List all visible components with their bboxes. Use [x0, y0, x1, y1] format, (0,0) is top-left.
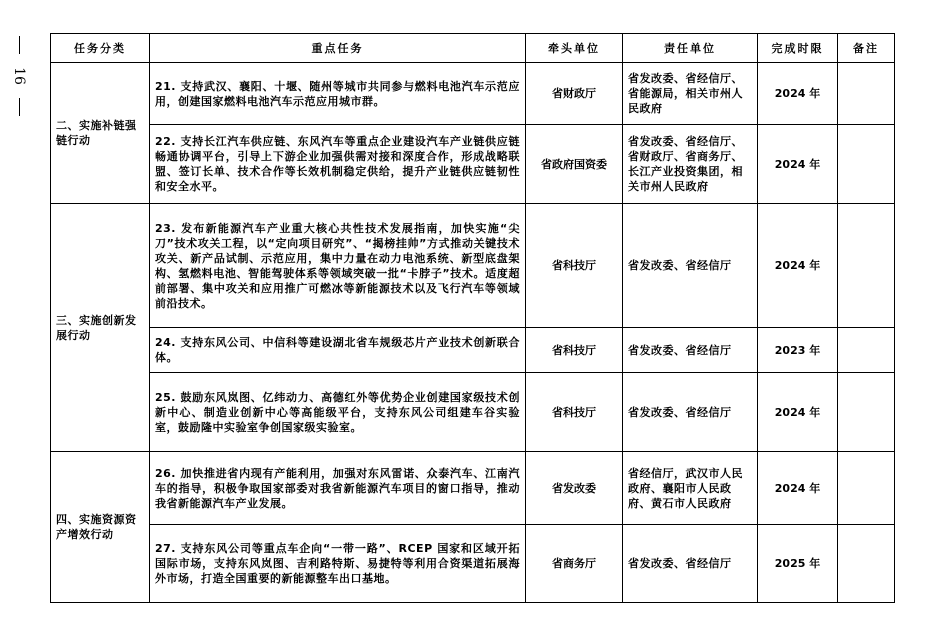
note-cell [838, 328, 895, 373]
deadline-cell: 2023 年 [758, 328, 838, 373]
lead-cell: 省科技厅 [526, 204, 623, 328]
responsible-cell: 省发改委、省经信厅、省能源局，相关市州人民政府 [623, 63, 758, 125]
header-deadline: 完成时限 [758, 34, 838, 63]
deadline-cell: 2024 年 [758, 63, 838, 125]
table-header-row [51, 34, 895, 63]
table-row [51, 373, 895, 452]
responsible-cell: 省发改委、省经信厅 [623, 204, 758, 328]
page-number-dash-bottom [19, 98, 20, 116]
task-cell: 22. 支持长江汽车供应链、东风汽车等重点企业建设汽车产业链供应链畅通协调平台，引导上下游企业加强供需对接和深度合作，形成战略联盟、签订长单、技术合作等长效机制稳定供给，提升产业链供应链韧性和安全水平。 [150, 125, 526, 204]
table-row [51, 204, 895, 328]
deadline-cell: 2024 年 [758, 452, 838, 525]
lead-cell: 省科技厅 [526, 373, 623, 452]
lead-cell: 省财政厅 [526, 63, 623, 125]
responsible-cell: 省经信厅，武汉市人民政府、襄阳市人民政府、黄石市人民政府 [623, 452, 758, 525]
header-responsible: 责任单位 [623, 34, 758, 63]
category-cell: 三、实施创新发展行动 [51, 204, 150, 452]
table-row [51, 328, 895, 373]
responsible-cell: 省发改委、省经信厅 [623, 328, 758, 373]
task-cell: 23. 发布新能源汽车产业重大核心共性技术发展指南，加快实施“尖刀”技术攻关工程，以“定向项目研究”、“揭榜挂帅”方式推动关键技术攻关、新产品试制、示范应用，集中力量在动力电池系统、新型底盘架构、氢燃料电池、智能驾驶体系等领域突破一批“卡脖子”技术。适度超前部署、集中攻关和应用推广可燃冰等新能源技术以及飞行汽车等领域前沿技术。 [150, 204, 526, 328]
task-table [50, 33, 895, 603]
task-cell: 24. 支持东风公司、中信科等建设湖北省车规级芯片产业技术创新联合体。 [150, 328, 526, 373]
deadline-cell: 2024 年 [758, 125, 838, 204]
lead-cell: 省科技厅 [526, 328, 623, 373]
category-cell: 四、实施资源资产增效行动 [51, 452, 150, 603]
deadline-cell: 2024 年 [758, 204, 838, 328]
task-cell: 25. 鼓励东风岚图、亿纬动力、高德红外等优势企业创建国家级技术创新中心、制造业创新中心等高能级平台，支持东风公司组建车谷实验室，鼓励隆中实验室争创国家级实验室。 [150, 373, 526, 452]
page-number [2, 36, 36, 146]
note-cell [838, 63, 895, 125]
page-number-text: 16 [10, 67, 27, 85]
page-number-dash-top [19, 36, 20, 54]
note-cell [838, 525, 895, 603]
header-lead: 牵头单位 [526, 34, 623, 63]
note-cell [838, 204, 895, 328]
header-category: 任务分类 [51, 34, 150, 63]
table-row [51, 525, 895, 603]
header-note: 备注 [838, 34, 895, 63]
header-task: 重点任务 [150, 34, 526, 63]
responsible-cell: 省发改委、省经信厅 [623, 525, 758, 603]
table-row [51, 125, 895, 204]
category-cell: 二、实施补链强链行动 [51, 63, 150, 204]
note-cell [838, 373, 895, 452]
task-cell: 27. 支持东风公司等重点车企向“一带一路”、RCEP 国家和区域开拓国际市场，支持东风岚图、吉利路特斯、易捷特等利用合资渠道拓展海外市场，打造全国重要的新能源整车出口基地。 [150, 525, 526, 603]
note-cell [838, 452, 895, 525]
table-row [51, 63, 895, 125]
table-row [51, 452, 895, 525]
task-cell: 26. 加快推进省内现有产能利用，加强对东风雷诺、众泰汽车、江南汽车的指导，积极争取国家部委对我省新能源汽车项目的窗口指导，推动我省新能源汽车产业发展。 [150, 452, 526, 525]
lead-cell: 省商务厅 [526, 525, 623, 603]
responsible-cell: 省发改委、省经信厅、省财政厅、省商务厅、长江产业投资集团，相关市州人民政府 [623, 125, 758, 204]
lead-cell: 省政府国资委 [526, 125, 623, 204]
note-cell [838, 125, 895, 204]
deadline-cell: 2024 年 [758, 373, 838, 452]
task-cell: 21. 支持武汉、襄阳、十堰、随州等城市共同参与燃料电池汽车示范应用，创建国家燃料电池汽车示范应用城市群。 [150, 63, 526, 125]
responsible-cell: 省发改委、省经信厅 [623, 373, 758, 452]
lead-cell: 省发改委 [526, 452, 623, 525]
deadline-cell: 2025 年 [758, 525, 838, 603]
